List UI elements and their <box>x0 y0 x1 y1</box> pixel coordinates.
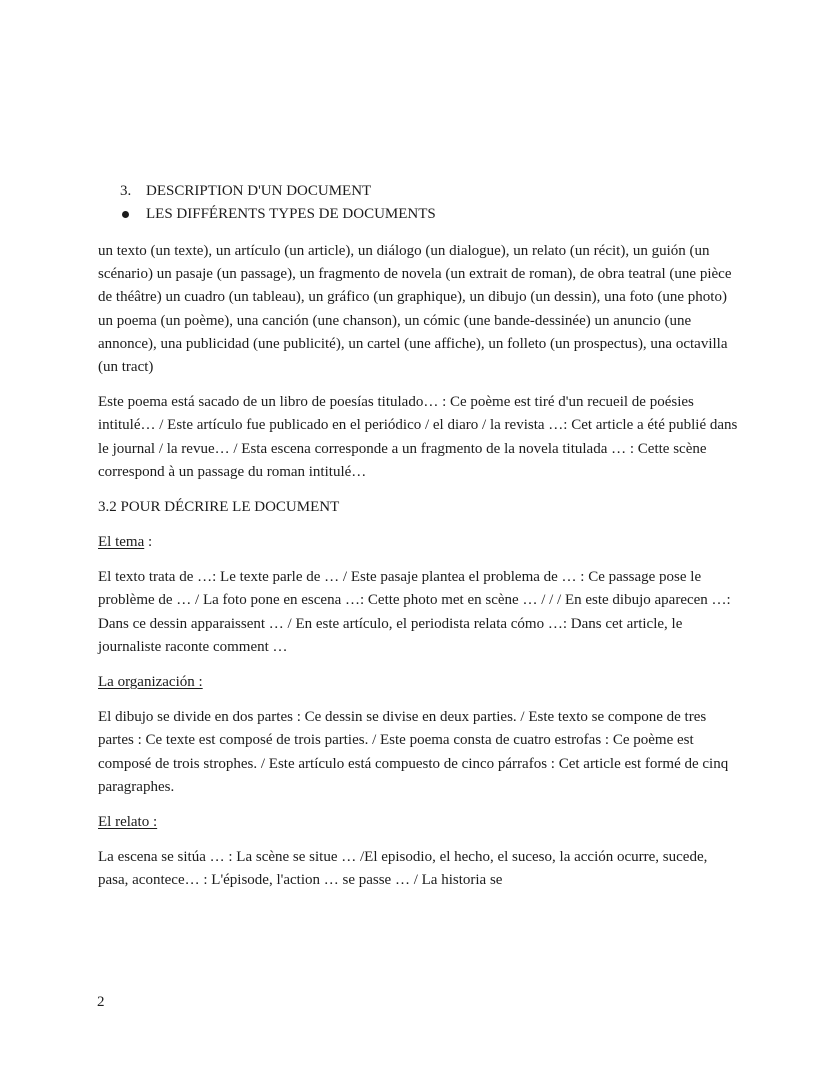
list-number: 3. <box>120 183 132 199</box>
list-item-numbered <box>98 180 738 203</box>
list-item-bulleted <box>98 203 738 226</box>
subheading-organizacion <box>98 671 738 694</box>
paragraph-relato: La escena se sitúa … : La scène se situe … /El episodio, el hecho, el suceso, la acción ocurre, sucede, pasa, acontece… : L'épisode, l'action … se passe … / La historia se <box>98 849 708 889</box>
tema-label: El tema <box>98 534 145 551</box>
list-item-description-heading: DESCRIPTION D'UN DOCUMENT <box>146 183 372 199</box>
page-number: 2 <box>97 994 105 1010</box>
paragraph-document-source: Este poema está sacado de un libro de poesías titulado… : Ce poème est tiré d'un recueil de poésies intitulé… / Este artículo fue publicado en el periódico / el diaro / la revista …: Cet article a été publié dans le journal / la revue… / Esta escena corresponde a un fragmento de la novela titulada … : Cette scène correspond à un passage du roman intitulé… <box>98 394 738 480</box>
section-list <box>98 180 738 226</box>
subheading-relato <box>98 811 738 834</box>
document-page <box>98 180 738 905</box>
subheading-tema <box>98 531 738 554</box>
section-heading-describe: 3.2 POUR DÉCRIRE LE DOCUMENT <box>98 499 340 516</box>
paragraph-document-types: un texto (un texte), un artículo (un article), un diálogo (un dialogue), un relato (un récit), un guión (un scénario) un pasaje (un passage), un fragmento de novela (un extrait de roman), de obra teatral (une pièce de théâtre) un cuadro (un tableau), un gráfico (un graphique), un dibujo (un dessin), una foto (une photo) un poema (un poème), una canción (une chanson), un cómic (une bande-dessinée) un anuncio (une annonce), una publicidad (une publicité), un cartel (une affiche), un folleto (un prospectus), una octavilla (un tract) <box>98 243 732 376</box>
tema-suffix: : <box>144 534 153 551</box>
bullet-icon <box>122 211 129 218</box>
list-item-types-heading: LES DIFFÉRENTS TYPES DE DOCUMENTS <box>146 206 436 222</box>
relato-label: El relato : <box>98 814 158 831</box>
paragraph-tema: El texto trata de …: Le texte parle de … / Este pasaje plantea el problema de … : Ce passage pose le problème de … / La foto pone en escena …: Cette photo met en scène … / / / En este dibujo aparecen …: Dans ce dessin apparaissent … / En este artículo, el periodista relata cómo …: Dans cet article, le journaliste raconte comment … <box>98 569 731 655</box>
paragraph-organizacion: El dibujo se divide en dos partes : Ce dessin se divise en deux parties. / Este texto se compone de tres partes : Ce texte est composé de trois parties. / Este poema consta de cuatro estrofas : Ce poème est composé de trois strophes. / Este artículo está compuesto de cinco párrafos : Cet article est formé de cinq paragraphes. <box>98 709 729 795</box>
organizacion-label: La organización : <box>98 674 203 691</box>
